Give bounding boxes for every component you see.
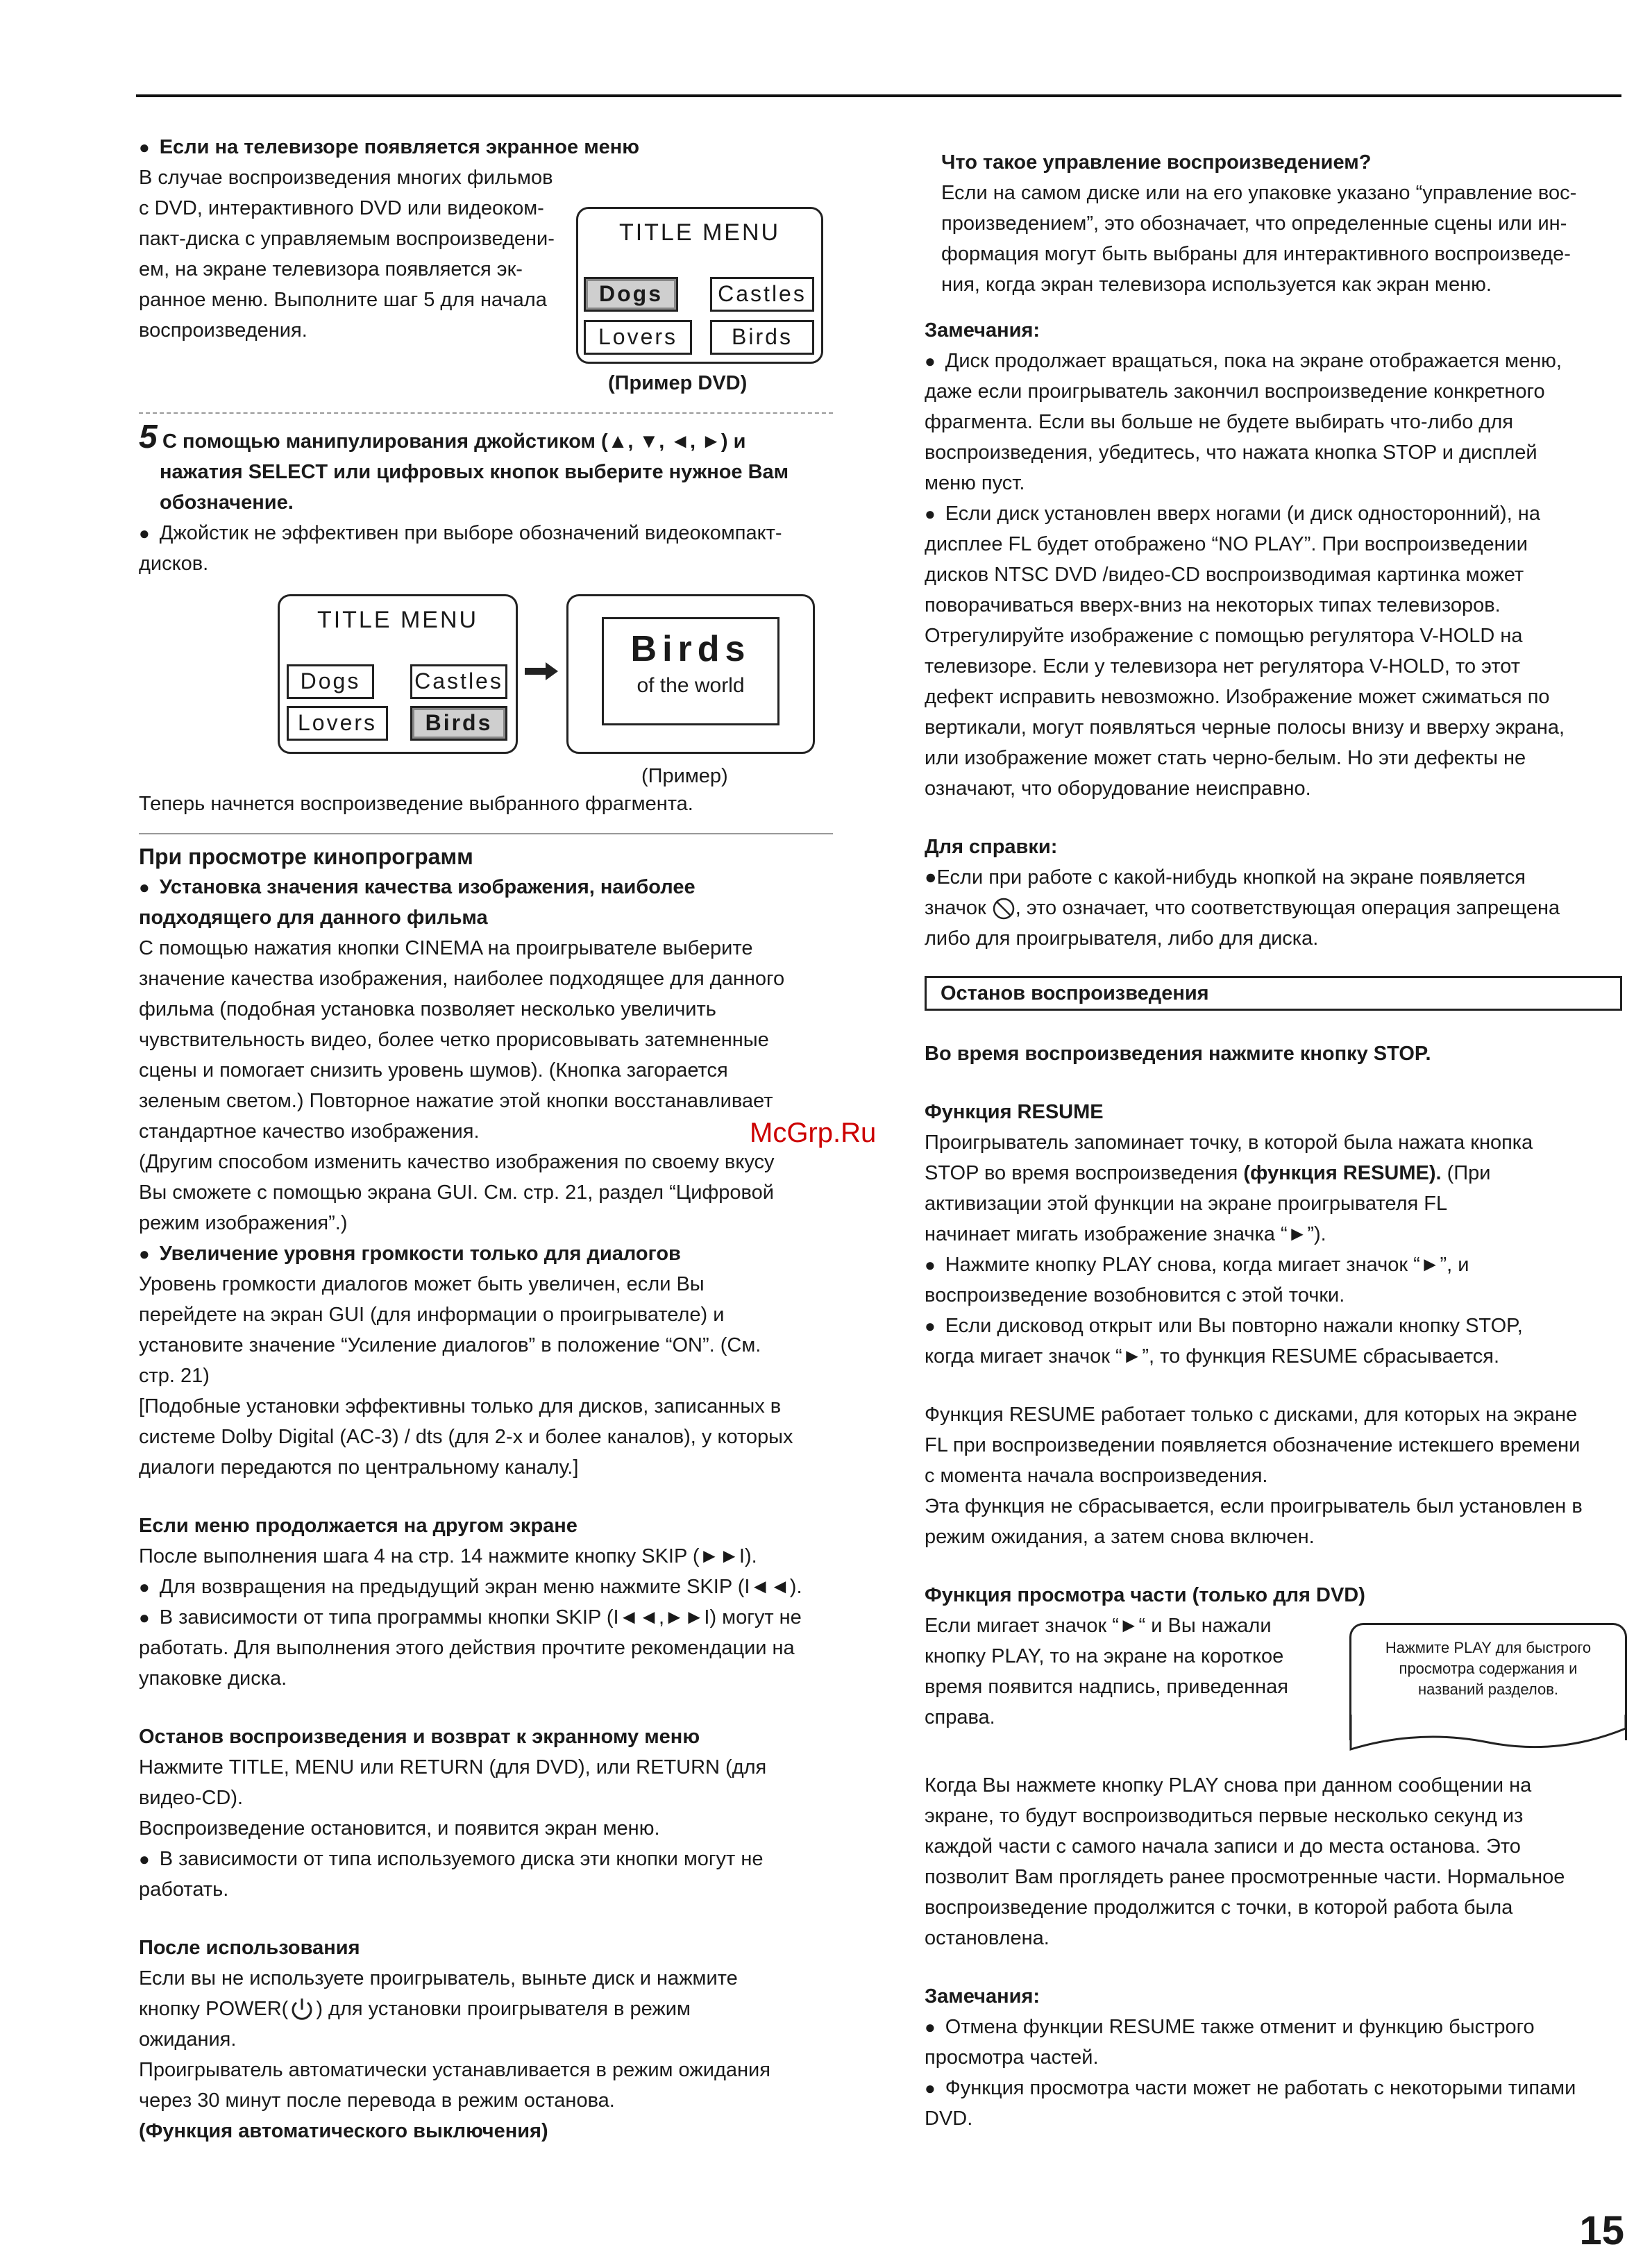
watermark: McGrp.Ru [750, 1118, 877, 1148]
text-line: чувствительность видео, более четко прорисовывать затемненные [139, 1029, 769, 1051]
right-column [925, 147, 1622, 2134]
text-line: стандартное качество изображения. [139, 1120, 480, 1143]
section-header-stop: Останов воспроизведения [925, 976, 1622, 1011]
menu-item-dogs: Dogs [287, 664, 374, 699]
menu-item-castles: Castles [410, 664, 507, 699]
text-line: время появится надпись, приведенная [925, 1676, 1288, 1698]
text-line: Нажмите TITLE, MENU или RETURN (для DVD), или RETURN (для [139, 1756, 767, 1778]
screen-frame [602, 617, 779, 725]
text-line: сцены и помогает снизить уровень шумов). (Кнопка загорается [139, 1059, 728, 1082]
text-line: вертикали, могут появляться черные полосы внизу и вверху экрана, [925, 716, 1565, 739]
text-line: ем, на экране телевизора появляется эк- [139, 258, 523, 280]
text-line: Вы сможете с помощью экрана GUI. См. стр. 21, раздел “Цифровой [139, 1181, 774, 1204]
text-line: Проигрыватель запоминает точку, в которой была нажата кнопка [925, 1132, 1533, 1154]
menu-title: TITLE MENU [317, 607, 479, 633]
text-line-power [139, 1994, 833, 2024]
top-rule [136, 94, 1621, 97]
text-line: справа. [925, 1706, 995, 1728]
power-icon [288, 1996, 316, 2024]
onscreen-menu-text [139, 162, 569, 346]
text-line: экране, то будут воспроизводиться первые несколько секунд из [925, 1805, 1524, 1827]
heading-what-is-pbc: Что такое управление воспроизведением? [941, 151, 1372, 174]
heading-stop-return: Останов воспроизведения и возврат к экранному меню [139, 1726, 700, 1748]
text-line: фрагмента. Если вы больше не будете выбирать что-либо для [925, 411, 1513, 433]
bullet-heading: ● Установка значения качества изображения, наиболее [139, 872, 833, 902]
step-note: дисков. [139, 553, 209, 575]
text-line: просмотра частей. [925, 2046, 1099, 2069]
auto-off-label: (Функция автоматического выключения) [139, 2120, 548, 2142]
text-line: Если вы не используете проигрыватель, выньте диск и нажмите [139, 1967, 738, 1989]
text-line: означают, что оборудование неисправно. [925, 777, 1311, 800]
text-line: режим ожидания, а затем снова включен. [925, 1526, 1315, 1548]
text-line: установите значение “Усиление диалогов” в положение “ON”. (См. [139, 1334, 761, 1356]
menu-item-birds: Birds [710, 320, 814, 355]
text-span: значок [925, 897, 986, 919]
text-line: телевизоре. Если у телевизора нет регулятора V-HOLD, то этот [925, 655, 1521, 678]
heading-resume: Функция RESUME [925, 1101, 1104, 1123]
text-line: Отрегулируйте изображение с помощью регулятора V-HOLD на [925, 625, 1523, 647]
text-line: [Подобные установки эффективны только для дисков, записанных в [139, 1395, 782, 1417]
text-line: поворачиваться вверх-вниз на некоторых типах телевизоров. [925, 594, 1501, 616]
bullet-line: ● Для возвращения на предыдущий экран меню нажмите SKIP (I◄◄). [139, 1572, 833, 1602]
bullet-line: ● Нажмите кнопку PLAY снова, когда мигает значок “►”, и [925, 1250, 1622, 1280]
bullet-line: ● Если дисковод открыт или Вы повторно нажали кнопку STOP, [925, 1311, 1622, 1341]
heading-preview: Функция просмотра части (только для DVD) [925, 1584, 1365, 1606]
bullet-heading: подходящего для данного фильма [139, 907, 488, 929]
step-line: нажатия SELECT или цифровых кнопок выберите нужное Вам [160, 461, 789, 483]
stop-instruction: Во время воспроизведения нажмите кнопку STOP. [925, 1043, 1431, 1065]
divider [139, 833, 833, 834]
text-line: формация могут быть выбраны для интерактивного воспроизведе- [941, 243, 1571, 265]
text-line: ния, когда экран телевизора используется как экран меню. [941, 274, 1492, 296]
heading-cinema: При просмотре кинопрограмм [139, 844, 473, 869]
text-span-bold: (функция RESUME). [1243, 1162, 1442, 1184]
text-line: меню пуст. [925, 472, 1025, 494]
text-line: воспроизведения, убедитесь, что нажата кнопка STOP и дисплей [925, 441, 1537, 464]
screen-subtitle: of the world [637, 674, 745, 697]
text-line: Уровень громкости диалогов может быть увеличен, если Вы [139, 1273, 705, 1295]
text-line: воспроизведение продолжится с точки, в которой работа была [925, 1896, 1513, 1919]
text-line: с момента начала воспроизведения. [925, 1465, 1268, 1487]
text-line: начинает мигать изображение значка “►”). [925, 1223, 1326, 1245]
heading-notes: Замечания: [925, 319, 1040, 342]
step-line: обозначение. [160, 491, 294, 514]
text-line: воспроизведения. [139, 319, 307, 342]
text-line: Когда Вы нажмете кнопку PLAY снова при данном сообщении на [925, 1774, 1532, 1797]
text-line: активизации этой функции на экране проигрывателя FL [925, 1193, 1448, 1215]
text-line: воспроизведение возобновится с этой точки. [925, 1284, 1345, 1306]
preview-block [925, 1610, 1622, 1770]
text-line: когда мигает значок “►”, то функция RESUME сбрасывается. [925, 1345, 1500, 1368]
menu-selection-illustration [139, 579, 833, 801]
bubble-line: Нажмите PLAY для быстрого [1385, 1639, 1592, 1656]
text-line: В случае воспроизведения многих фильмов [139, 167, 553, 189]
text-line: FL при воспроизведении появляется обозначение истекшего времени [925, 1434, 1581, 1456]
text-span: ) для установки проигрывателя в режим [316, 1998, 691, 2020]
text-line [925, 1158, 1622, 1188]
text-line: фильма (подобная установка позволяет несколько увеличить [139, 998, 716, 1020]
text-line: дефект исправить невозможно. Изображение может сжиматься по [925, 686, 1550, 708]
text-line: работать. [139, 1878, 229, 1901]
heading-onscreen-menu: ● Если на телевизоре появляется экранное меню [139, 132, 833, 162]
menu-item-dogs: Dogs [584, 277, 678, 312]
text-line: С помощью нажатия кнопки CINEMA на проигрывателе выберите [139, 937, 753, 959]
menu-item-lovers: Lovers [287, 706, 388, 741]
text-line: либо для проигрывателя, либо для диска. [925, 927, 1319, 950]
text-line: кнопку PLAY, то на экране на короткое [925, 1645, 1284, 1667]
text-line: ●Если при работе с какой-нибудь кнопкой на экране появляется [925, 866, 1526, 889]
text-line: режим изображения”.) [139, 1212, 348, 1234]
text-span: , это означает, что соответствующая операция запрещена [1015, 897, 1560, 919]
text-line: зеленым светом.) Повторное нажатие этой кнопки восстанавливает [139, 1090, 773, 1112]
left-column [139, 132, 833, 2146]
text-line: остановлена. [925, 1927, 1050, 1949]
step-number: 5 [139, 419, 158, 455]
text-span: STOP во время воспроизведения [925, 1162, 1244, 1184]
page-number: 15 [1579, 2208, 1624, 2253]
bubble-line: просмотра содержания и [1399, 1660, 1578, 1677]
menu-item-castles: Castles [710, 277, 814, 312]
text-line: дисков NTSC DVD /видео-CD воспроизводимая картинка может [925, 564, 1524, 586]
text-line: После выполнения шага 4 на стр. 14 нажмите кнопку SKIP (►►I). [139, 1545, 757, 1567]
text-line: произведением”, это обозначает, что определенные сцены или ин- [941, 212, 1567, 235]
heading-notes-2: Замечания: [925, 1985, 1040, 2008]
menu-item-birds-selected: Birds [410, 706, 507, 741]
text-line: Проигрыватель автоматически устанавливается в режим ожидания [139, 2059, 770, 2081]
playback-screen [566, 594, 815, 754]
text-line: каждой части с самого начала записи и до места останова. Это [925, 1835, 1521, 1858]
bullet-heading: ● Увеличение уровня громкости только для диалогов [139, 1238, 833, 1269]
heading-reference: Для справки: [925, 836, 1058, 858]
bubble-line: названий разделов. [1417, 1681, 1559, 1698]
text-line: через 30 минут после перевода в режим останова. [139, 2089, 615, 2112]
text-line: Эта функция не сбрасывается, если проигрыватель был установлен в [925, 1495, 1583, 1517]
text-line: с DVD, интерактивного DVD или видеоком- [139, 197, 544, 219]
menu-item-lovers: Lovers [584, 320, 692, 355]
text-line: диалоги передаются по центральному каналу.] [139, 1456, 579, 1479]
text-line: (Другим способом изменить качество изображения по своему вкусу [139, 1151, 775, 1173]
text-line: перейдете на экран GUI (для информации о проигрывателе) и [139, 1304, 725, 1326]
text-span: кнопку POWER( [139, 1998, 289, 2020]
onscreen-menu-block [139, 162, 833, 392]
text-line-prohibit [925, 893, 1622, 923]
bullet-line: ● В зависимости от типа используемого диска эти кнопки могут не [139, 1844, 833, 1874]
text-line: или изображение может стать черно-белым. Но эти дефекты не [925, 747, 1526, 769]
text-line: дисплее FL будет отображено “NO PLAY”. При воспроизведении [925, 533, 1528, 555]
bullet-line: ● Функция просмотра части может не работать с некоторыми типами [925, 2073, 1622, 2103]
divider [139, 412, 833, 414]
step-note: ● Джойстик не эффективен при выборе обозначений видеокомпакт- [139, 518, 833, 548]
screen-title: Birds [630, 629, 751, 669]
bullet-line: ● Диск продолжает вращаться, пока на экране отображается меню, [925, 346, 1622, 376]
text-line: ожидания. [139, 2028, 237, 2051]
step-5 [139, 419, 833, 579]
text-line: Если на самом диске или на его упаковке указано “управление вос- [941, 182, 1577, 204]
heading-after-use: После использования [139, 1937, 360, 1959]
bullet-line: ● Отмена функции RESUME также отменит и функцию быстрого [925, 2012, 1622, 2042]
text-line: DVD. [925, 2108, 973, 2130]
text-line: видео-CD). [139, 1787, 244, 1809]
menu-caption-1: (Пример DVD) [608, 372, 748, 394]
step-line: С помощью манипулирования джойстиком (▲, ▼, ◄, ►) и [162, 430, 746, 453]
text-line: ранное меню. Выполните шаг 5 для начала [139, 289, 547, 311]
text-line: работать. Для выполнения этого действия прочтите рекомендации на [139, 1637, 795, 1659]
text-line: Функция RESUME работает только с дисками, для которых на экране [925, 1404, 1578, 1426]
text-line: стр. 21) [139, 1365, 210, 1387]
after-menu-text: Теперь начнется воспроизведение выбранного фрагмента. [139, 793, 693, 815]
text-line: системе Dolby Digital (AC-3) / dts (для 2-х и более каналов), у которых [139, 1426, 793, 1448]
menu-title: TITLE MENU [618, 219, 781, 246]
prohibited-icon [992, 897, 1015, 920]
text-line: Если мигает значок “►“ и Вы нажали [925, 1615, 1272, 1637]
arrow-right-icon [525, 661, 559, 682]
text-line: значение качества изображения, наиболее подходящее для данного [139, 968, 785, 990]
menu-caption-2: (Пример) [641, 765, 728, 787]
bubble-wave-edge [1349, 1715, 1627, 1763]
text-line: пакт-диска с управляемым воспроизведени- [139, 228, 555, 250]
heading-menu-continues: Если меню продолжается на другом экране [139, 1515, 578, 1537]
text-line: Воспроизведение остановится, и появится экран меню. [139, 1817, 660, 1840]
text-line: упаковке диска. [139, 1667, 287, 1690]
title-menu-example-2 [278, 594, 518, 754]
text-line: позволит Вам проглядеть ранее просмотренные части. Нормальное [925, 1866, 1565, 1888]
bullet-line: ● Если диск установлен вверх ногами (и диск односторонний), на [925, 498, 1622, 529]
text-line: даже если проигрыватель закончил воспроизведение конкретного [925, 380, 1545, 403]
bullet-line: ● В зависимости от типа программы кнопки SKIP (I◄◄,►►I) могут не [139, 1602, 833, 1633]
title-menu-example-1 [576, 207, 823, 364]
text-span: (При [1441, 1162, 1491, 1184]
